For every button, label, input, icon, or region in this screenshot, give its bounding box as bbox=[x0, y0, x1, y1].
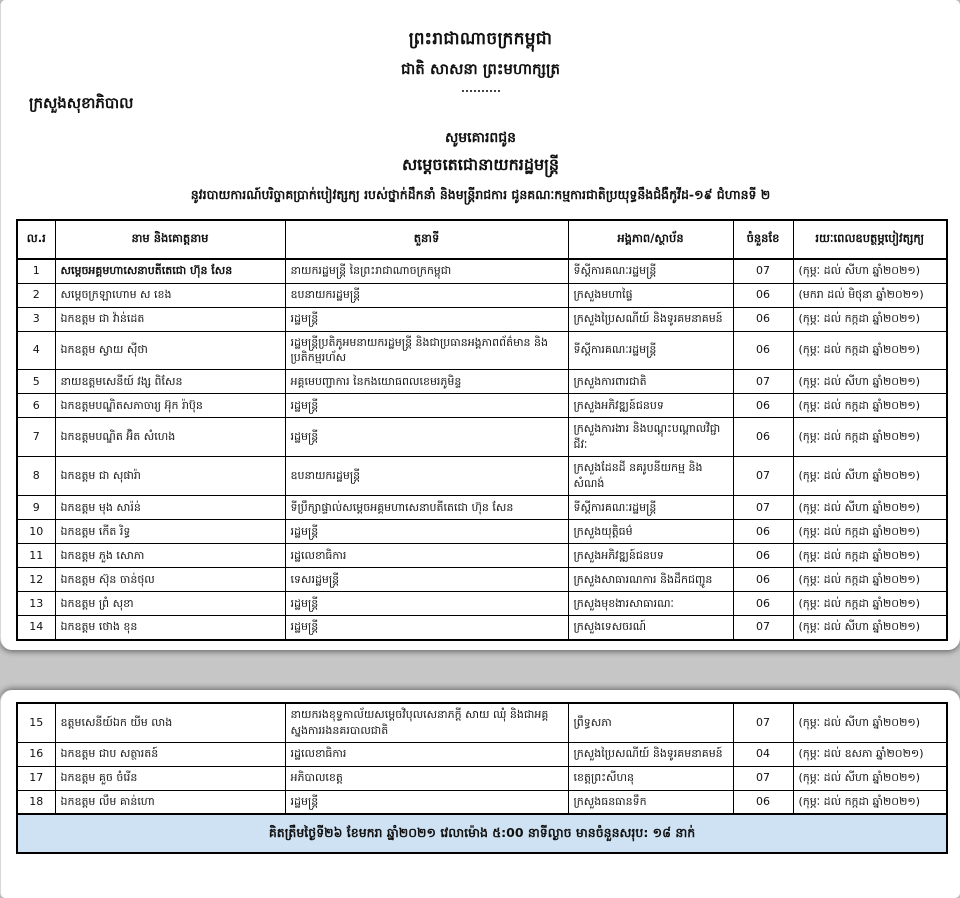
cell-organization: ក្រសួងអភិវឌ្ឍន៍ជនបទ bbox=[568, 394, 733, 418]
cell-months: 07 bbox=[733, 703, 793, 742]
cell-months: 07 bbox=[733, 457, 793, 496]
cell-position: ឧបនាយករដ្ឋមន្ត្រី bbox=[285, 283, 568, 307]
cell-no: 6 bbox=[17, 394, 55, 418]
cell-organization: ក្រសួងសាធារណការ និងដឹកជញ្ជូន bbox=[568, 568, 733, 592]
cell-months: 06 bbox=[733, 307, 793, 331]
cell-name: ឯកឧត្តមបណ្ឌិតសភាចារ្យ អ៊ុក រ៉ាប៊ុន bbox=[55, 394, 285, 418]
cell-no: 7 bbox=[17, 418, 55, 457]
cell-months: 06 bbox=[733, 790, 793, 814]
table-row bbox=[17, 259, 947, 283]
kingdom-title: ព្រះរាជាណាចក្រកម្ពុជា bbox=[408, 29, 553, 49]
cell-position: រដ្ឋមន្ត្រី bbox=[285, 616, 568, 640]
cell-position: រដ្ឋលេខាធិការ bbox=[285, 742, 568, 766]
cell-name: ឯកឧត្តម ជា សុផារ៉ា bbox=[55, 457, 285, 496]
cell-organization: ក្រសួងធនធានទឹក bbox=[568, 790, 733, 814]
cell-no: 18 bbox=[17, 790, 55, 814]
cell-organization: ទីស្តីការគណៈរដ្ឋមន្ត្រី bbox=[568, 331, 733, 370]
cell-no: 14 bbox=[17, 616, 55, 640]
cell-no: 4 bbox=[17, 331, 55, 370]
cell-period: (កុម្ភៈ ដល់ សីហា ឆ្នាំ២០២១) bbox=[793, 259, 947, 283]
report-table-page1 bbox=[16, 219, 948, 641]
cell-no: 17 bbox=[17, 766, 55, 790]
summary-row bbox=[17, 814, 947, 852]
cell-organization: ក្រសួងការពារជាតិ bbox=[568, 370, 733, 394]
cell-name: នាយឧត្តមសេនីយ៍ វង្ស ពិសែន bbox=[55, 370, 285, 394]
cell-months: 06 bbox=[733, 394, 793, 418]
cell-period: (កុម្ភៈ ដល់ កក្កដា ឆ្នាំ២០២១) bbox=[793, 394, 947, 418]
cell-name: សម្តេចក្រឡាហោម ស ខេង bbox=[55, 283, 285, 307]
table-header-row bbox=[17, 220, 947, 259]
salutation-line: សូមគោរពជូន bbox=[444, 130, 517, 146]
cell-position: អគ្គមេបញ្ជាការ នៃកងយោធពលខេមរភូមិន្ទ bbox=[285, 370, 568, 394]
table-row bbox=[17, 370, 947, 394]
recipient-title: សម្តេចតេជោនាយករដ្ឋមន្ត្រី bbox=[401, 155, 560, 174]
cell-period: (កុម្ភៈ ដល់ កក្កដា ឆ្នាំ២០២១) bbox=[793, 331, 947, 370]
report-subject: នូវរបាយការណ៍បរិច្ចាគប្រាក់បៀវត្សក្យ របស់ថ្នាក់ដឹកនាំ និងមន្ត្រីរាជការ ជូនគណៈកម្មការជាតិប្រយុទ្ធនឹងជំងឺកូវីដ-១៩ ជំហានទី ២ bbox=[190, 187, 771, 202]
letterhead bbox=[1, 0, 960, 92]
cell-name: ឯកឧត្តម ស៊ុន ចាន់ថុល bbox=[55, 568, 285, 592]
cell-period: (កុម្ភៈ ដល់ សីហា ឆ្នាំ២០២១) bbox=[793, 703, 947, 742]
cell-position: អភិបាលខេត្ត bbox=[285, 766, 568, 790]
cell-organization: ទីស្តីការគណៈរដ្ឋមន្ត្រី bbox=[568, 259, 733, 283]
cell-organization: ក្រសួងប្រៃសណីយ៍ និងទូរគមនាគមន៍ bbox=[568, 742, 733, 766]
cell-name: ឯកឧត្តម មុង សារ៉ន់ bbox=[55, 496, 285, 520]
cell-name: ឯកឧត្តម ថោង ខុន bbox=[55, 616, 285, 640]
cell-position: រដ្ឋមន្ត្រីប្រតិភូអមនាយករដ្ឋមន្ត្រី និងជាប្រធានអង្គភាពព័ត៌មាន និងប្រតិកម្មរហ័ស bbox=[285, 331, 568, 370]
cell-months: 07 bbox=[733, 370, 793, 394]
cell-position: ទេសរដ្ឋមន្ត្រី bbox=[285, 568, 568, 592]
cell-no: 3 bbox=[17, 307, 55, 331]
cell-position: រដ្ឋមន្ត្រី bbox=[285, 418, 568, 457]
header-cell-period: រយៈពេលឧបត្ថម្ភបៀវត្សក្យ bbox=[793, 220, 947, 259]
cell-position: រដ្ឋមន្ត្រី bbox=[285, 592, 568, 616]
summary-total-text: គិតត្រឹមថ្ងៃទី២៦ ខែមករា ឆ្នាំ២០២១ វេលាម៉ោង ៥:00 នាទីល្ងាច មានចំនួនសរុប: ១៨ នាក់ bbox=[17, 814, 947, 852]
cell-position: នាយករងខុទ្ទកាល័យសម្តេចវិបុលសេនាភក្តី សាយ ឈុំ និងជាអគ្គស្នងការរងនគរបាលជាតិ bbox=[285, 703, 568, 742]
cell-name: ឯកឧត្តម លឹម គាន់ហោ bbox=[55, 790, 285, 814]
cell-name: ឯកឧត្តមបណ្ឌិត អ៊ិត សំហេង bbox=[55, 418, 285, 457]
cell-name: ឯកឧត្តម ភួង សោភា bbox=[55, 544, 285, 568]
table-row bbox=[17, 307, 947, 331]
table-body-page1 bbox=[17, 259, 947, 640]
header-cell-months: ចំនួនខែ bbox=[733, 220, 793, 259]
cell-position: រដ្ឋលេខាធិការ bbox=[285, 544, 568, 568]
cell-period: (កុម្ភៈ ដល់ កក្កដា ឆ្នាំ២០២១) bbox=[793, 568, 947, 592]
cell-name: ឯកឧត្តម ជាប សត្ថារតន៍ bbox=[55, 742, 285, 766]
header-cell-no: ល.រ bbox=[17, 220, 55, 259]
cell-position: ឧបនាយករដ្ឋមន្ត្រី bbox=[285, 457, 568, 496]
cell-months: 06 bbox=[733, 592, 793, 616]
table-row bbox=[17, 703, 947, 742]
cell-period: (កុម្ភៈ ដល់ សីហា ឆ្នាំ២០២១) bbox=[793, 766, 947, 790]
cell-months: 07 bbox=[733, 496, 793, 520]
cell-period: (កុម្ភៈ ដល់ ឧសភា ឆ្នាំ២០២១) bbox=[793, 742, 947, 766]
cell-period: (កុម្ភៈ ដល់ កក្កដា ឆ្នាំ២០២១) bbox=[793, 790, 947, 814]
cell-position: រដ្ឋមន្ត្រី bbox=[285, 790, 568, 814]
table-row bbox=[17, 616, 947, 640]
cell-months: 06 bbox=[733, 331, 793, 370]
table-row bbox=[17, 742, 947, 766]
table-row bbox=[17, 457, 947, 496]
table-row bbox=[17, 520, 947, 544]
cell-no: 12 bbox=[17, 568, 55, 592]
national-motto: ជាតិ សាសនា ព្រះមហាក្សត្រ bbox=[401, 60, 560, 78]
cell-months: 04 bbox=[733, 742, 793, 766]
cell-period: (កុម្ភៈ ដល់ កក្កដា ឆ្នាំ២០២១) bbox=[793, 592, 947, 616]
cell-months: 07 bbox=[733, 259, 793, 283]
table-row bbox=[17, 568, 947, 592]
cell-period: (កុម្ភៈ ដល់ កក្កដា ឆ្នាំ២០២១) bbox=[793, 544, 947, 568]
cell-position: រដ្ឋមន្ត្រី bbox=[285, 394, 568, 418]
cell-period: (កុម្ភៈ ដល់ សីហា ឆ្នាំ២០២១) bbox=[793, 370, 947, 394]
cell-period: (មករា ដល់ មិថុនា ឆ្នាំ២០២១) bbox=[793, 283, 947, 307]
cell-period: (កុម្ភៈ ដល់ សីហា ឆ្នាំ២០២១) bbox=[793, 457, 947, 496]
cell-name: ឯកឧត្តម ជា វ៉ាន់ដេត bbox=[55, 307, 285, 331]
cell-no: 1 bbox=[17, 259, 55, 283]
cell-organization: ក្រសួងប្រៃសណីយ៍ និងទូរគមនាគមន៍ bbox=[568, 307, 733, 331]
cell-no: 16 bbox=[17, 742, 55, 766]
cell-organization: ព្រឹទ្ធសភា bbox=[568, 703, 733, 742]
table-row bbox=[17, 790, 947, 814]
table-row bbox=[17, 283, 947, 307]
cell-months: 06 bbox=[733, 283, 793, 307]
cell-name: ឧត្តមសេនីយ៍ឯក យីម លាង bbox=[55, 703, 285, 742]
table-row bbox=[17, 418, 947, 457]
report-table-page2 bbox=[16, 702, 948, 854]
cell-position: រដ្ឋមន្ត្រី bbox=[285, 520, 568, 544]
cell-months: 07 bbox=[733, 616, 793, 640]
cell-name: ឯកឧត្តម ព្រំ សុខា bbox=[55, 592, 285, 616]
cell-organization: ក្រសួងមុខងារសាធារណៈ bbox=[568, 592, 733, 616]
cell-position: រដ្ឋមន្ត្រី bbox=[285, 307, 568, 331]
cell-no: 8 bbox=[17, 457, 55, 496]
table-row bbox=[17, 766, 947, 790]
header-cell-organization: អង្គភាព/ស្ថាប័ន bbox=[568, 220, 733, 259]
table-row bbox=[17, 496, 947, 520]
cell-name: សម្តេចអគ្គមហាសេនាបតីតេជោ ហ៊ុន សែន bbox=[55, 259, 285, 283]
cell-position: នាយករដ្ឋមន្ត្រី នៃព្រះរាជាណាចក្រកម្ពុជា bbox=[285, 259, 568, 283]
table-row bbox=[17, 394, 947, 418]
cell-no: 2 bbox=[17, 283, 55, 307]
cell-name: ឯកឧត្តម ស្វាយ ស៊ីថា bbox=[55, 331, 285, 370]
cell-no: 15 bbox=[17, 703, 55, 742]
cell-organization: ក្រសួងយុត្តិធម៌ bbox=[568, 520, 733, 544]
table-body-page2 bbox=[17, 703, 947, 814]
cell-organization: ក្រសួងការងារ និងបណ្តុះបណ្តាលវិជ្ជាជីវៈ bbox=[568, 418, 733, 457]
cell-no: 10 bbox=[17, 520, 55, 544]
cell-organization: ក្រសួងដែនដី នគរូបនីយកម្ម និងសំណង់ bbox=[568, 457, 733, 496]
cell-no: 9 bbox=[17, 496, 55, 520]
cell-organization: ក្រសួងទេសចរណ៍ bbox=[568, 616, 733, 640]
cell-months: 06 bbox=[733, 520, 793, 544]
cell-organization: ខេត្តព្រះសីហនុ bbox=[568, 766, 733, 790]
cell-organization: ក្រសួងអភិវឌ្ឍន៍ជនបទ bbox=[568, 544, 733, 568]
cell-name: ឯកឧត្តម គួច ចំរើន bbox=[55, 766, 285, 790]
cell-months: 06 bbox=[733, 418, 793, 457]
cell-period: (កុម្ភៈ ដល់ សីហា ឆ្នាំ២០២១) bbox=[793, 616, 947, 640]
table-row bbox=[17, 544, 947, 568]
table-row bbox=[17, 331, 947, 370]
cell-period: (កុម្ភៈ ដល់ កក្កដា ឆ្នាំ២០២១) bbox=[793, 520, 947, 544]
cell-no: 13 bbox=[17, 592, 55, 616]
header-cell-name: នាម និងគោត្តនាម bbox=[55, 220, 285, 259]
document-page-2 bbox=[0, 690, 960, 898]
cell-months: 07 bbox=[733, 766, 793, 790]
cell-position: ទីប្រឹក្សាផ្ទាល់សម្តេចអគ្គមហាសេនាបតីតេជោ ហ៊ុន សែន bbox=[285, 496, 568, 520]
cell-organization: ក្រសួងមហាផ្ទៃ bbox=[568, 283, 733, 307]
cell-no: 5 bbox=[17, 370, 55, 394]
cell-months: 06 bbox=[733, 544, 793, 568]
cell-period: (កុម្ភៈ ដល់ សីហា ឆ្នាំ២០២១) bbox=[793, 496, 947, 520]
cell-period: (កុម្ភៈ ដល់ កក្កដា ឆ្នាំ២០២១) bbox=[793, 418, 947, 457]
cell-period: (កុម្ភៈ ដល់ កក្កដា ឆ្នាំ២០២១) bbox=[793, 307, 947, 331]
ministry-name: ក្រសួងសុខាភិបាល bbox=[29, 94, 134, 112]
cell-no: 11 bbox=[17, 544, 55, 568]
table-row bbox=[17, 592, 947, 616]
cell-organization: ទីស្តីការគណៈរដ្ឋមន្ត្រី bbox=[568, 496, 733, 520]
cell-months: 06 bbox=[733, 568, 793, 592]
header-cell-position: តួនាទី bbox=[285, 220, 568, 259]
header-divider bbox=[462, 87, 500, 92]
cell-name: ឯកឧត្តម កើត រិទ្ធ bbox=[55, 520, 285, 544]
